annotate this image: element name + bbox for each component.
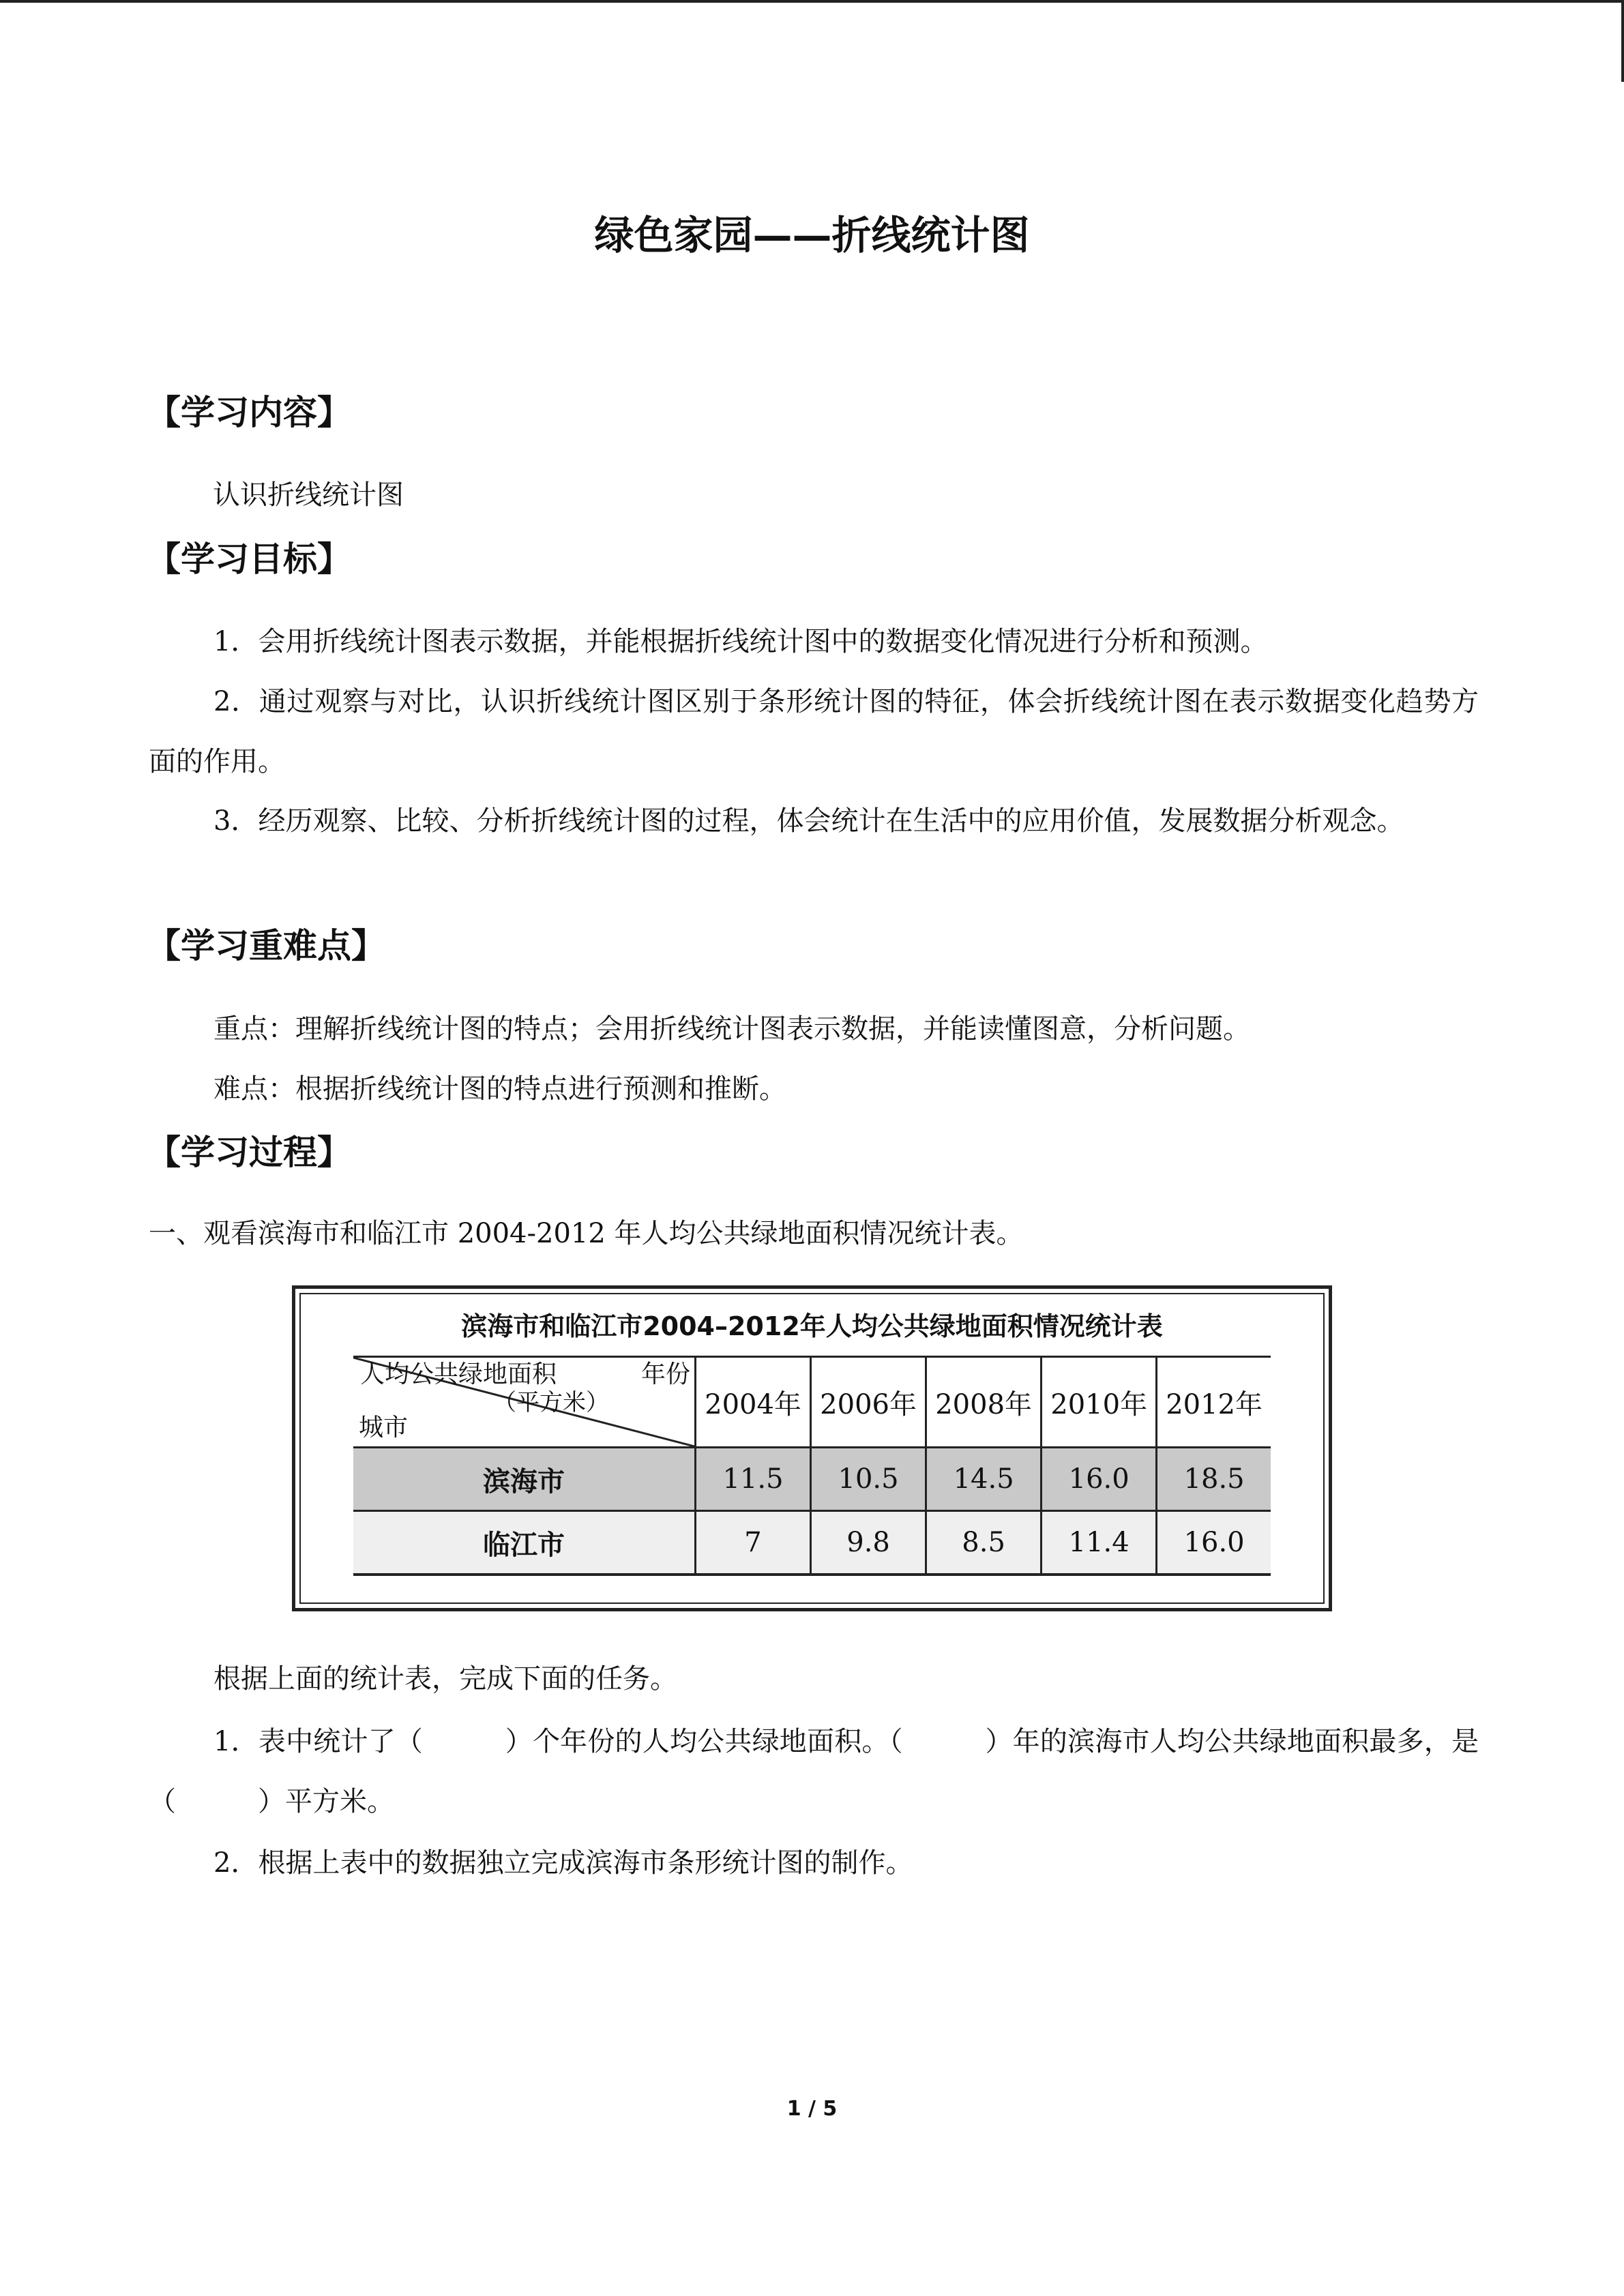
corner-label-year: 年份	[640, 1360, 690, 1388]
city-name-cell: 滨海市	[353, 1448, 696, 1511]
process-intro: 一、观看滨海市和临江市 2004-2012 年人均公共绿地面积情况统计表。	[149, 1218, 1024, 1249]
year-header-2008: 2008年	[926, 1357, 1042, 1448]
goals-heading: 【学习目标】	[147, 539, 351, 579]
value-cell: 11.5	[696, 1448, 811, 1511]
right-border-line	[1621, 0, 1624, 82]
value-cell: 11.4	[1042, 1511, 1157, 1575]
corner-label-city: 城市	[359, 1414, 409, 1442]
task-1: 1．表中统计了（ ）个年份的人均公共绿地面积。（ ）年的滨海市人均公共绿地面积最多，是（ ）平方米。	[149, 1726, 1479, 1817]
key-point-1: 重点：理解折线统计图的特点；会用折线统计图表示数据，并能读懂图意，分析问题。	[213, 1013, 1250, 1045]
value-cell: 7	[696, 1511, 811, 1575]
process-heading: 【学习过程】	[147, 1133, 351, 1172]
city-name-cell: 临江市	[353, 1511, 696, 1575]
task-2: 2．根据上表中的数据独立完成滨海市条形统计图的制作。	[213, 1847, 913, 1879]
goal-item-1: 1．会用折线统计图表示数据，并能根据折线统计图中的数据变化情况进行分析和预测。	[213, 626, 1268, 657]
table-row-binhai	[353, 1448, 1271, 1511]
year-header-2010: 2010年	[1042, 1357, 1157, 1448]
year-header-2006: 2006年	[811, 1357, 926, 1448]
key-point-2: 难点：根据折线统计图的特点进行预测和推断。	[213, 1073, 786, 1105]
tasks-intro: 根据上面的统计表，完成下面的任务。	[213, 1663, 677, 1695]
content-text: 认识折线统计图	[213, 479, 404, 511]
table-header-row	[353, 1357, 1271, 1448]
statistics-table	[353, 1356, 1271, 1576]
page-title: 绿色家园——折线统计图	[594, 212, 1030, 258]
corner-label-area: 人均公共绿地面积	[360, 1360, 557, 1388]
key-points-heading: 【学习重难点】	[147, 926, 385, 966]
goal-item-3: 3．经历观察、比较、分析折线统计图的过程，体会统计在生活中的应用价值，发展数据分析观念。	[213, 805, 1404, 837]
value-cell: 8.5	[926, 1511, 1042, 1575]
content-heading: 【学习内容】	[147, 393, 351, 432]
value-cell: 18.5	[1157, 1448, 1271, 1511]
value-cell: 14.5	[926, 1448, 1042, 1511]
page-number: 1 / 5	[786, 2097, 838, 2121]
table-corner-cell	[353, 1357, 696, 1448]
value-cell: 10.5	[811, 1448, 926, 1511]
corner-label-unit: （平方米）	[493, 1389, 609, 1416]
goal-item-2: 2．通过观察与对比，认识折线统计图区别于条形统计图的特征，体会折线统计图在表示数据变化趋势方面的作用。	[149, 686, 1479, 777]
year-header-2004: 2004年	[696, 1357, 811, 1448]
value-cell: 16.0	[1042, 1448, 1157, 1511]
statistics-table-figure	[292, 1285, 1332, 1611]
table-title: 滨海市和临江市2004–2012年人均公共绿地面积情况统计表	[461, 1311, 1163, 1341]
year-header-2012: 2012年	[1157, 1357, 1271, 1448]
value-cell: 9.8	[811, 1511, 926, 1575]
top-border-line	[0, 0, 1624, 3]
table-row-linjiang	[353, 1511, 1271, 1575]
value-cell: 16.0	[1157, 1511, 1271, 1575]
